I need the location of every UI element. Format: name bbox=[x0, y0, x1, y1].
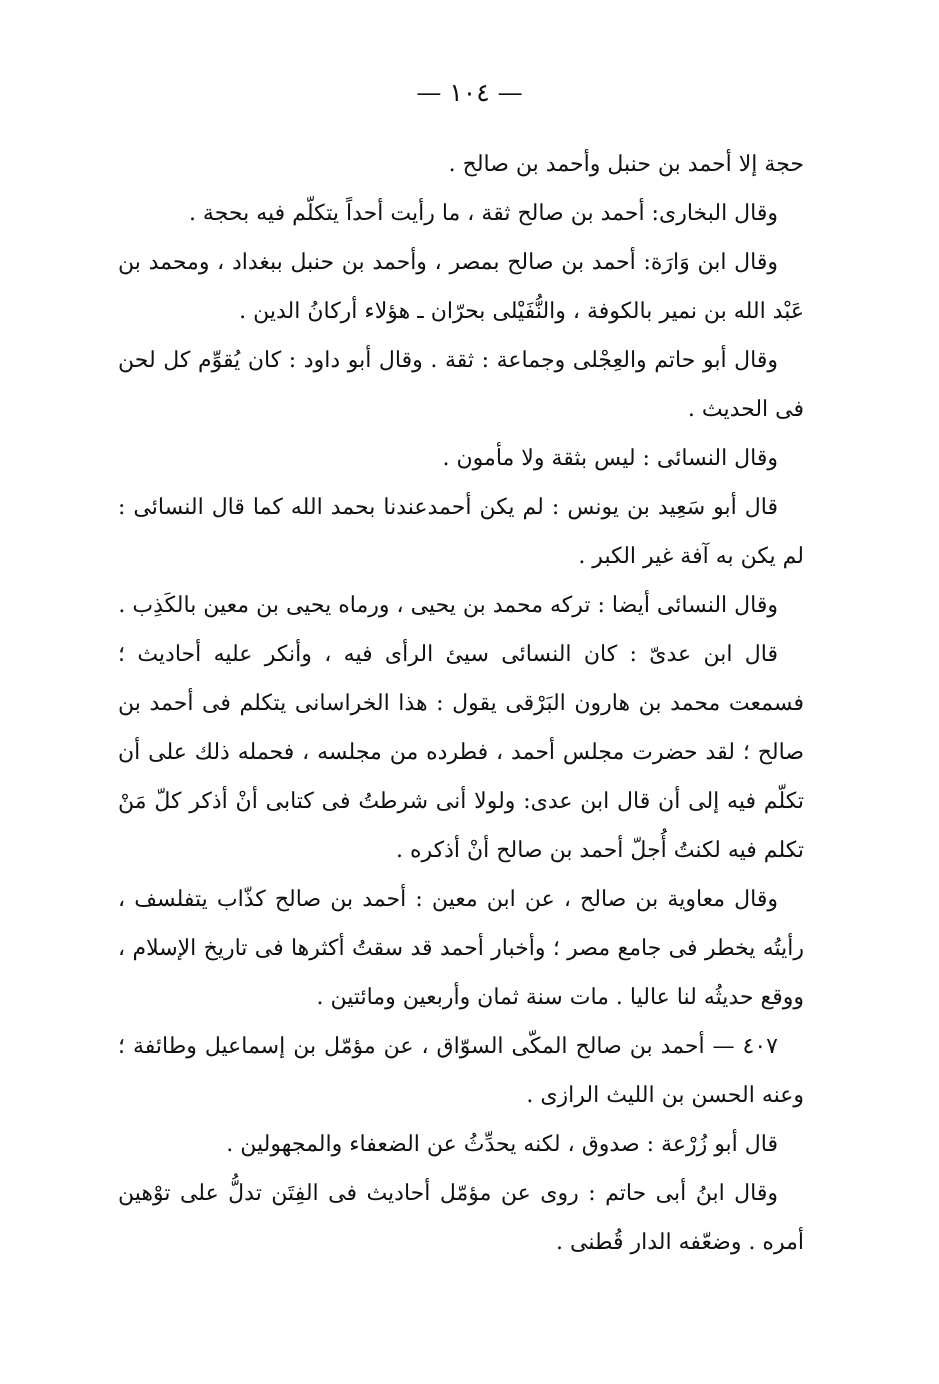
paragraph-4: وقال أبو حاتم والعِجْلى وجماعة : ثقة . وقال أبو داود : كان يُقوِّم كل لحن فى الحديث . bbox=[118, 348, 804, 422]
paragraph-11: قال أبو زُرْعة : صدوق ، لكنه يحدِّثُ عن الضعفاء والمجهولين . bbox=[226, 1132, 778, 1157]
paragraph-12: وقال ابنُ أبى حاتم : روى عن مؤمّل أحاديث فى الفِتَن تدلُّ على توْهين أمره . وضعّفه الدار قُطنى . bbox=[118, 1181, 804, 1255]
paragraph-5: وقال النسائى : ليس بثقة ولا مأمون . bbox=[442, 446, 778, 471]
paragraph-1: حجة إلا أحمد بن حنبل وأحمد بن صالح . bbox=[448, 152, 804, 177]
paragraph-6: قال أبو سَعِيد بن يونس : لم يكن أحمدعندنا بحمد الله كما قال النسائى : لم يكن به آفة غير الكبر . bbox=[118, 495, 804, 569]
page-number: — ١٠٤ — bbox=[416, 78, 523, 107]
paragraph-8: قال ابن عدىّ : كان النسائى سيئ الرأى فيه ، وأنكر عليه أحاديث ؛ فسمعت محمد بن هارون البَرْقى يقول : هذا الخراسانى يتكلم فى أحمد بن صالح ؛ لقد حضرت مجلس أحمد ، فطرده من مجلسه ، فحمله ذلك على أن تكلّم فيه إلى أن قال ابن عدى: ولولا أنى شرطتُ فى كتابى أنْ أذكر كلّ مَنْ تكلم فيه لكنتُ أُجلّ أحمد بن صالح أنْ أذكره . bbox=[118, 642, 804, 863]
paragraph-10: ٤٠٧ — أحمد بن صالح المكّى السوّاق ، عن مؤمّل بن إسماعيل وطائفة ؛ وعنه الحسن بن الليث الرازى . bbox=[118, 1034, 804, 1108]
paragraph-3: وقال ابن وَارَة: أحمد بن صالح بمصر ، وأحمد بن حنبل ببغداد ، ومحمد بن عَبْد الله بن نمير بالكوفة ، والنُّفَيْلى بحرّان ـ هؤلاء أركانُ الدين . bbox=[118, 250, 804, 324]
paragraph-7: وقال النسائى أيضا : تركه محمد بن يحيى ، ورماه يحيى بن معين بالكَذِب . bbox=[118, 593, 778, 618]
body-text bbox=[118, 140, 804, 1267]
paragraph-2: وقال البخارى: أحمد بن صالح ثقة ، ما رأيت أحداً يتكلّم فيه بحجة . bbox=[188, 201, 778, 226]
paragraph-9: وقال معاوية بن صالح ، عن ابن معين : أحمد بن صالح كذّاب يتفلسف ، رأيتُه يخطر فى جامع مصر ؛ وأخبار أحمد قد سقتُ أكثرها فى تاريخ الإسلام ، ووقع حديثُه لنا عاليا . مات سنة ثمان وأربعين ومائتين . bbox=[118, 887, 804, 1010]
